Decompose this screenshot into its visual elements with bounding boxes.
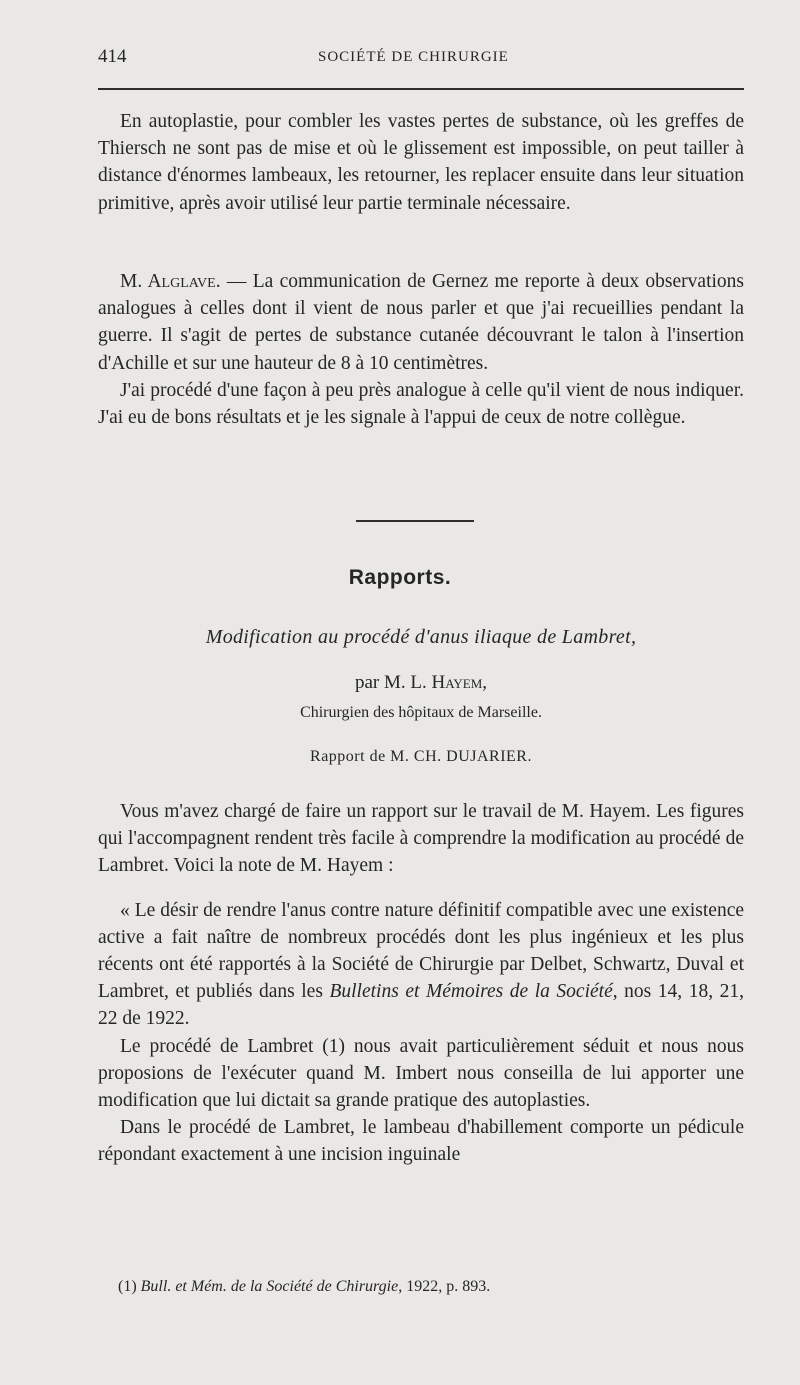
footnote-source-title: Bull. et Mém. de la Société de Chirurgie	[140, 1278, 399, 1295]
running-head: SOCIÉTÉ DE CHIRURGIE	[318, 49, 509, 65]
header-rule	[98, 88, 744, 90]
intro-text-block	[98, 108, 744, 217]
author-name: Hayem,	[431, 672, 488, 693]
alglave-discussion	[98, 268, 744, 431]
author-prefix: par M. L.	[354, 672, 432, 693]
alglave-paragraph-1-text: — La communication de Gernez me reporte à deux observations analogues à celles dont il vient de nous parler et que j'ai recueillies pendant la guerre. Il s'agit de pertes de substance cutanée découvrant le talon à l'insertion d'Achille et sur une hauteur de 8 à 10 centimètres.	[98, 271, 744, 374]
report-text-block	[98, 798, 744, 1169]
report-paragraph-2	[98, 897, 744, 1033]
report-by-line: Rapport de M. CH. DUJARIER.	[310, 748, 532, 765]
footnote-citation: , 1922, p. 893.	[398, 1278, 491, 1295]
footnote	[118, 1278, 490, 1296]
footnote-marker: (1)	[118, 1278, 141, 1295]
alglave-paragraph-2: J'ai procédé d'une façon à peu près analogue à celle qu'il vient de nous indiquer. J'ai eu de bons résultats et je les signale à l'appui de ceux de notre collègue.	[98, 379, 744, 429]
report-paragraph-1: Vous m'avez chargé de faire un rapport sur le travail de M. Hayem. Les figures qui l'accompagnent rendent très facile à comprendre la modification au procédé de Lambret. Voici la note de M. Hayem :	[98, 801, 744, 877]
intro-paragraph: En autoplastie, pour combler les vastes pertes de substance, où les greffes de Thiersch ne sont pas de mise et où le glissement est impossible, on peut tailler à distance d'énormes lambeaux, les retourner, les replacer ensuite dans leur situation primitive, après avoir utilisé leur partie terminale nécessaire.	[98, 111, 744, 214]
speaker-name: M. Alglave.	[120, 271, 221, 292]
section-title: Rapports.	[348, 566, 452, 589]
report-paragraph-4: Dans le procédé de Lambret, le lambeau d'habillement comporte un pédicule répondant exactement à une incision inguinale	[98, 1117, 744, 1166]
article-title: Modification au procédé d'anus iliaque de Lambret,	[205, 626, 637, 648]
author-line	[98, 672, 744, 694]
report-paragraph-2-start: « Le désir de rendre l'anus contre nature définitif compatible avec une existence active a fait naître de nombreux procédés dont les plus ingénieux et les plus récents ont été rapportés à la Société de Chirurgie par Delbet, Schwartz, Duval et Lambret, et publiés dans les	[98, 899, 744, 1003]
report-paragraph-3: Le procédé de Lambret (1) nous avait particulièrement séduit et nous nous proposions de l'exécuter quand M. Imbert nous conseilla de lui apporter une modification que lui dictait sa grande pratique des autoplasties.	[98, 1035, 744, 1112]
author-affiliation: Chirurgien des hôpitaux de Marseille.	[300, 704, 542, 721]
bulletin-title: Bulletins et Mémoires de la Société	[329, 981, 613, 1003]
page-header	[98, 46, 744, 72]
page-number: 414	[98, 46, 127, 67]
report-paragraph-2-end: , nos 14, 18, 21, 22 de 1922.	[98, 981, 745, 1030]
section-separator	[356, 520, 474, 522]
alglave-paragraph-1	[98, 268, 744, 377]
